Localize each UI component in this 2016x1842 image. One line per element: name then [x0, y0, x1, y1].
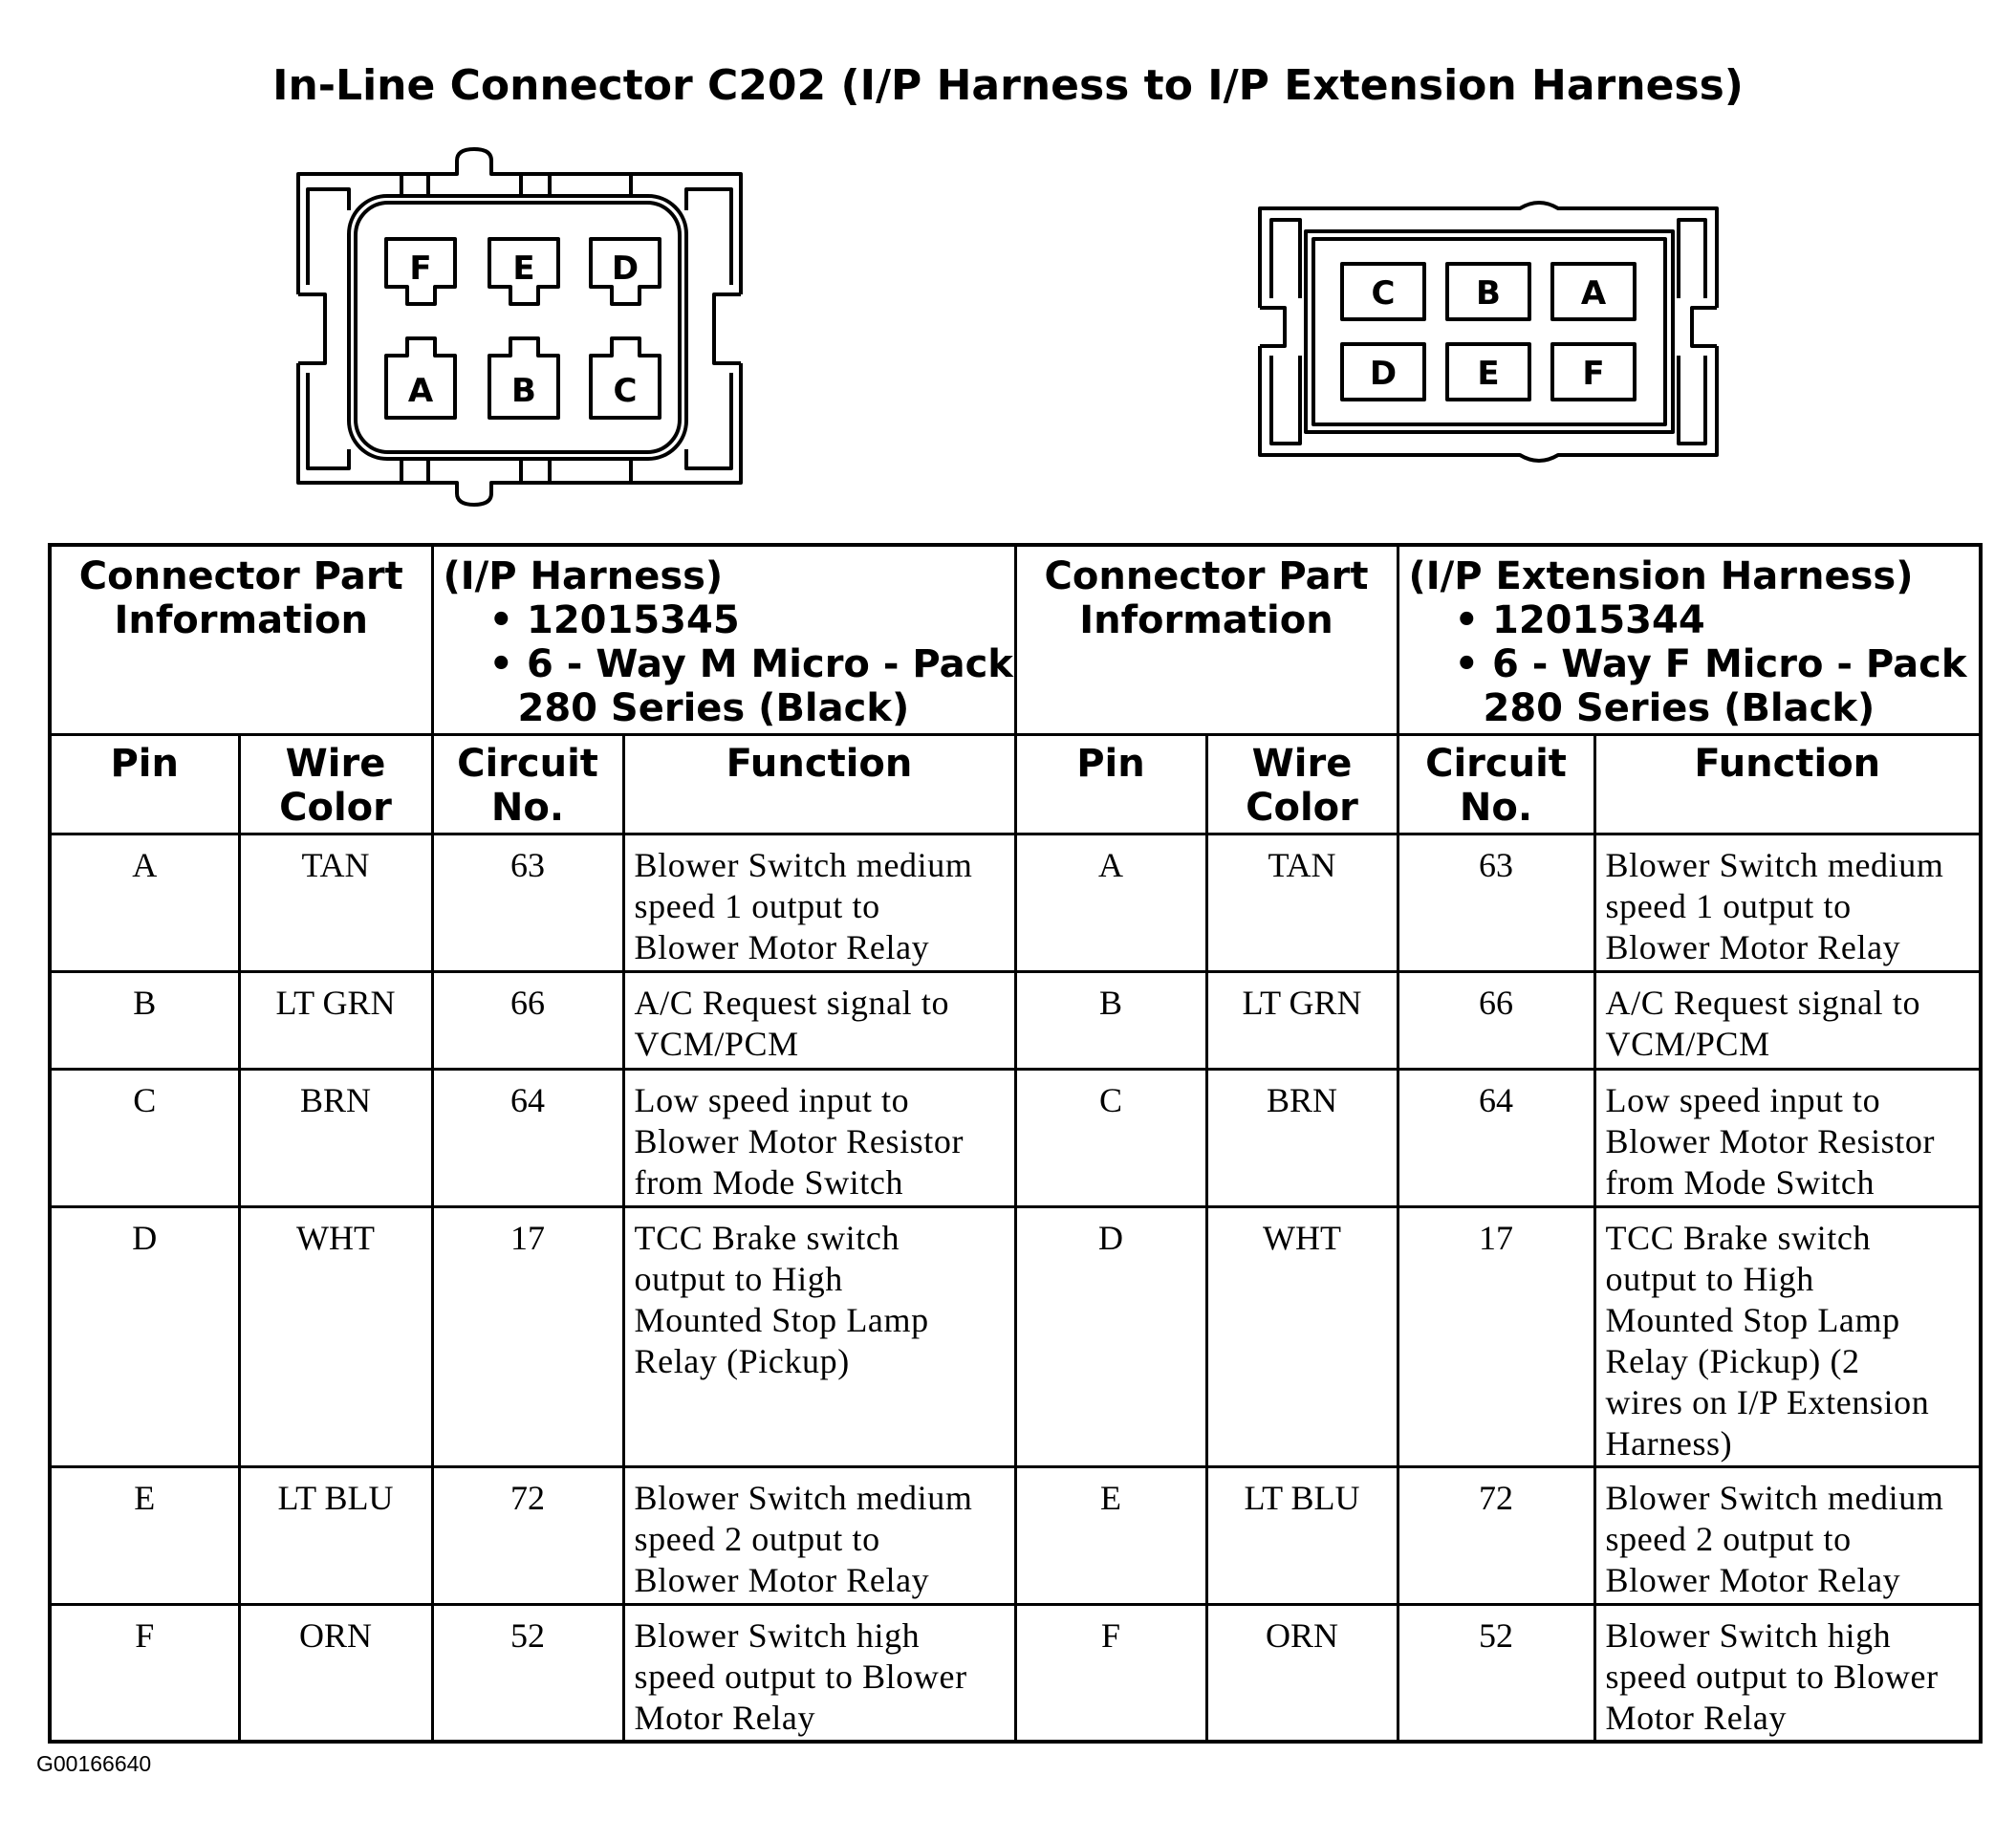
- col-header-pin: Pin: [50, 734, 239, 834]
- function-line: Blower Motor Relay: [1605, 1560, 1901, 1599]
- left-part-details: [432, 545, 1015, 734]
- right-connector-diagram: [0, 0, 2016, 535]
- col-header-function: Function: [1594, 734, 1981, 834]
- table-row: [50, 971, 1981, 1069]
- right-wire-color-cell: BRN: [1206, 1069, 1398, 1206]
- left-function-cell: [623, 1604, 1015, 1742]
- left-part-info-label: [50, 545, 432, 734]
- function-line: Blower Motor Relay: [1605, 927, 1901, 966]
- right-function-cell: [1594, 971, 1981, 1069]
- function-line: Blower Switch medium: [1605, 845, 1944, 884]
- function-line: output to High: [634, 1259, 843, 1298]
- left-pin-cell: E: [50, 1466, 239, 1604]
- function-line: speed output to Blower: [634, 1657, 967, 1696]
- left-function-cell: [623, 971, 1015, 1069]
- left-circuit-cell: 52: [432, 1604, 623, 1742]
- col-header-circuit: [432, 734, 623, 834]
- right-cavity-label: D: [1369, 355, 1398, 393]
- function-line: TCC Brake switch: [634, 1218, 900, 1257]
- function-line: VCM/PCM: [1605, 1024, 1770, 1063]
- right-circuit-cell: 66: [1398, 971, 1594, 1069]
- part-harness-name: (I/P Harness): [443, 554, 724, 598]
- left-function-cell: [623, 834, 1015, 971]
- right-cavity-label: A: [1580, 274, 1607, 313]
- function-line: speed 2 output to: [1605, 1519, 1852, 1558]
- header-line: Circuit: [1425, 741, 1567, 786]
- right-part-details: [1398, 545, 1981, 734]
- left-pin-cell: D: [50, 1206, 239, 1466]
- right-circuit-cell: 17: [1398, 1206, 1594, 1466]
- right-pin-cell: B: [1015, 971, 1206, 1069]
- left-function-cell: [623, 1069, 1015, 1206]
- right-cavity-label: F: [1582, 355, 1605, 393]
- left-circuit-cell: 63: [432, 834, 623, 971]
- function-line: VCM/PCM: [634, 1024, 799, 1063]
- left-cavity-label: C: [613, 372, 638, 410]
- header-line: No.: [490, 785, 565, 830]
- right-wire-color-cell: ORN: [1206, 1604, 1398, 1742]
- table-row: [50, 1069, 1981, 1206]
- function-line: Relay (Pickup) (2: [1605, 1341, 1860, 1380]
- left-pin-cell: F: [50, 1604, 239, 1742]
- function-line: Relay (Pickup): [634, 1341, 850, 1380]
- left-circuit-cell: 17: [432, 1206, 623, 1466]
- left-wire-color-cell: TAN: [239, 834, 432, 971]
- right-cavity-label: B: [1476, 274, 1501, 313]
- table-row: [50, 1206, 1981, 1466]
- function-line: Blower Motor Relay: [634, 1560, 930, 1599]
- info-label-line: Connector Part: [1044, 554, 1369, 598]
- right-wire-color-cell: LT GRN: [1206, 971, 1398, 1069]
- right-wire-color-cell: TAN: [1206, 834, 1398, 971]
- col-header-circuit: [1398, 734, 1594, 834]
- function-line: Blower Motor Resistor: [634, 1121, 965, 1160]
- function-line: Blower Motor Relay: [634, 927, 930, 966]
- pin-rows: [50, 834, 1981, 1742]
- header-line: Circuit: [457, 741, 598, 786]
- function-line: speed output to Blower: [1605, 1657, 1939, 1696]
- right-pin-cell: A: [1015, 834, 1206, 971]
- left-wire-color-cell: ORN: [239, 1604, 432, 1742]
- function-line: wires on I/P Extension: [1605, 1382, 1930, 1421]
- left-pin-cell: A: [50, 834, 239, 971]
- right-circuit-cell: 52: [1398, 1604, 1594, 1742]
- table-row: [50, 1466, 1981, 1604]
- connector-pinout-table: [48, 543, 1983, 1744]
- info-label-line: Information: [1079, 598, 1333, 642]
- left-circuit-cell: 72: [432, 1466, 623, 1604]
- right-pin-cell: D: [1015, 1206, 1206, 1466]
- function-line: speed 1 output to: [634, 886, 880, 925]
- right-cavity-label: E: [1477, 355, 1500, 393]
- part-series: 280 Series (Black): [517, 686, 910, 730]
- right-circuit-cell: 72: [1398, 1466, 1594, 1604]
- header-line: Wire: [285, 741, 386, 786]
- part-info-row: [50, 545, 1981, 734]
- function-line: output to High: [1605, 1259, 1814, 1298]
- left-circuit-cell: 66: [432, 971, 623, 1069]
- info-label-line: Information: [114, 598, 368, 642]
- right-pin-cell: F: [1015, 1604, 1206, 1742]
- function-line: Blower Motor Resistor: [1605, 1121, 1936, 1160]
- col-header-wire-color: [1206, 734, 1398, 834]
- right-pin-cell: E: [1015, 1466, 1206, 1604]
- function-line: Motor Relay: [634, 1698, 816, 1737]
- right-wire-color-cell: LT BLU: [1206, 1466, 1398, 1604]
- left-pin-cell: B: [50, 971, 239, 1069]
- column-header-row: [50, 734, 1981, 834]
- right-wire-color-cell: WHT: [1206, 1206, 1398, 1466]
- function-line: Blower Switch medium: [634, 1478, 973, 1517]
- function-line: Mounted Stop Lamp: [1605, 1300, 1900, 1339]
- left-wire-color-cell: LT BLU: [239, 1466, 432, 1604]
- col-header-function: Function: [623, 734, 1015, 834]
- table-row: [50, 1604, 1981, 1742]
- left-cavity-label: A: [407, 372, 434, 410]
- header-line: No.: [1459, 785, 1533, 830]
- right-circuit-cell: 63: [1398, 834, 1594, 971]
- function-line: speed 1 output to: [1605, 886, 1852, 925]
- function-line: TCC Brake switch: [1605, 1218, 1872, 1257]
- right-function-cell: [1594, 1069, 1981, 1206]
- right-function-cell: [1594, 1466, 1981, 1604]
- right-function-cell: [1594, 1206, 1981, 1466]
- part-description: • 6 - Way M Micro - Pack: [488, 642, 1013, 686]
- left-circuit-cell: 64: [432, 1069, 623, 1206]
- function-line: from Mode Switch: [634, 1162, 904, 1202]
- function-line: speed 2 output to: [634, 1519, 880, 1558]
- function-line: A/C Request signal to: [634, 983, 950, 1022]
- table-row: [50, 834, 1981, 971]
- left-pin-cell: C: [50, 1069, 239, 1206]
- left-cavity-label: D: [611, 249, 639, 288]
- left-wire-color-cell: BRN: [239, 1069, 432, 1206]
- function-line: Motor Relay: [1605, 1698, 1788, 1737]
- function-line: Blower Switch high: [634, 1615, 921, 1655]
- right-part-info-label: [1015, 545, 1398, 734]
- header-line: Wire: [1251, 741, 1353, 786]
- function-line: Blower Switch medium: [634, 845, 973, 884]
- figure-id: G00166640: [36, 1751, 152, 1776]
- function-line: Blower Switch medium: [1605, 1478, 1944, 1517]
- header-line: Color: [279, 785, 392, 830]
- function-line: A/C Request signal to: [1605, 983, 1921, 1022]
- left-cavity-label: F: [409, 249, 432, 288]
- part-harness-name: (I/P Extension Harness): [1408, 554, 1914, 598]
- right-pin-cell: C: [1015, 1069, 1206, 1206]
- function-line: Mounted Stop Lamp: [634, 1300, 929, 1339]
- right-function-cell: [1594, 834, 1981, 971]
- left-cavity-label: E: [512, 249, 535, 288]
- info-label-line: Connector Part: [78, 554, 403, 598]
- part-description: • 6 - Way F Micro - Pack: [1454, 642, 1967, 686]
- header-line: Color: [1246, 785, 1358, 830]
- function-line: Harness): [1605, 1423, 1733, 1463]
- left-function-cell: [623, 1206, 1015, 1466]
- left-wire-color-cell: LT GRN: [239, 971, 432, 1069]
- function-line: Low speed input to: [634, 1080, 910, 1119]
- function-line: from Mode Switch: [1605, 1162, 1875, 1202]
- part-number: • 12015345: [488, 598, 740, 642]
- part-number: • 12015344: [1454, 598, 1705, 642]
- diagram-title: In-Line Connector C202 (I/P Harness to I/P Extension Harness): [272, 61, 1744, 110]
- col-header-wire-color: [239, 734, 432, 834]
- function-line: Blower Switch high: [1605, 1615, 1892, 1655]
- right-circuit-cell: 64: [1398, 1069, 1594, 1206]
- left-cavity-label: B: [511, 372, 536, 410]
- part-series: 280 Series (Black): [1483, 686, 1875, 730]
- right-cavity-label: C: [1371, 274, 1396, 313]
- function-line: Low speed input to: [1605, 1080, 1881, 1119]
- col-header-pin: Pin: [1015, 734, 1206, 834]
- left-function-cell: [623, 1466, 1015, 1604]
- right-function-cell: [1594, 1604, 1981, 1742]
- left-wire-color-cell: WHT: [239, 1206, 432, 1466]
